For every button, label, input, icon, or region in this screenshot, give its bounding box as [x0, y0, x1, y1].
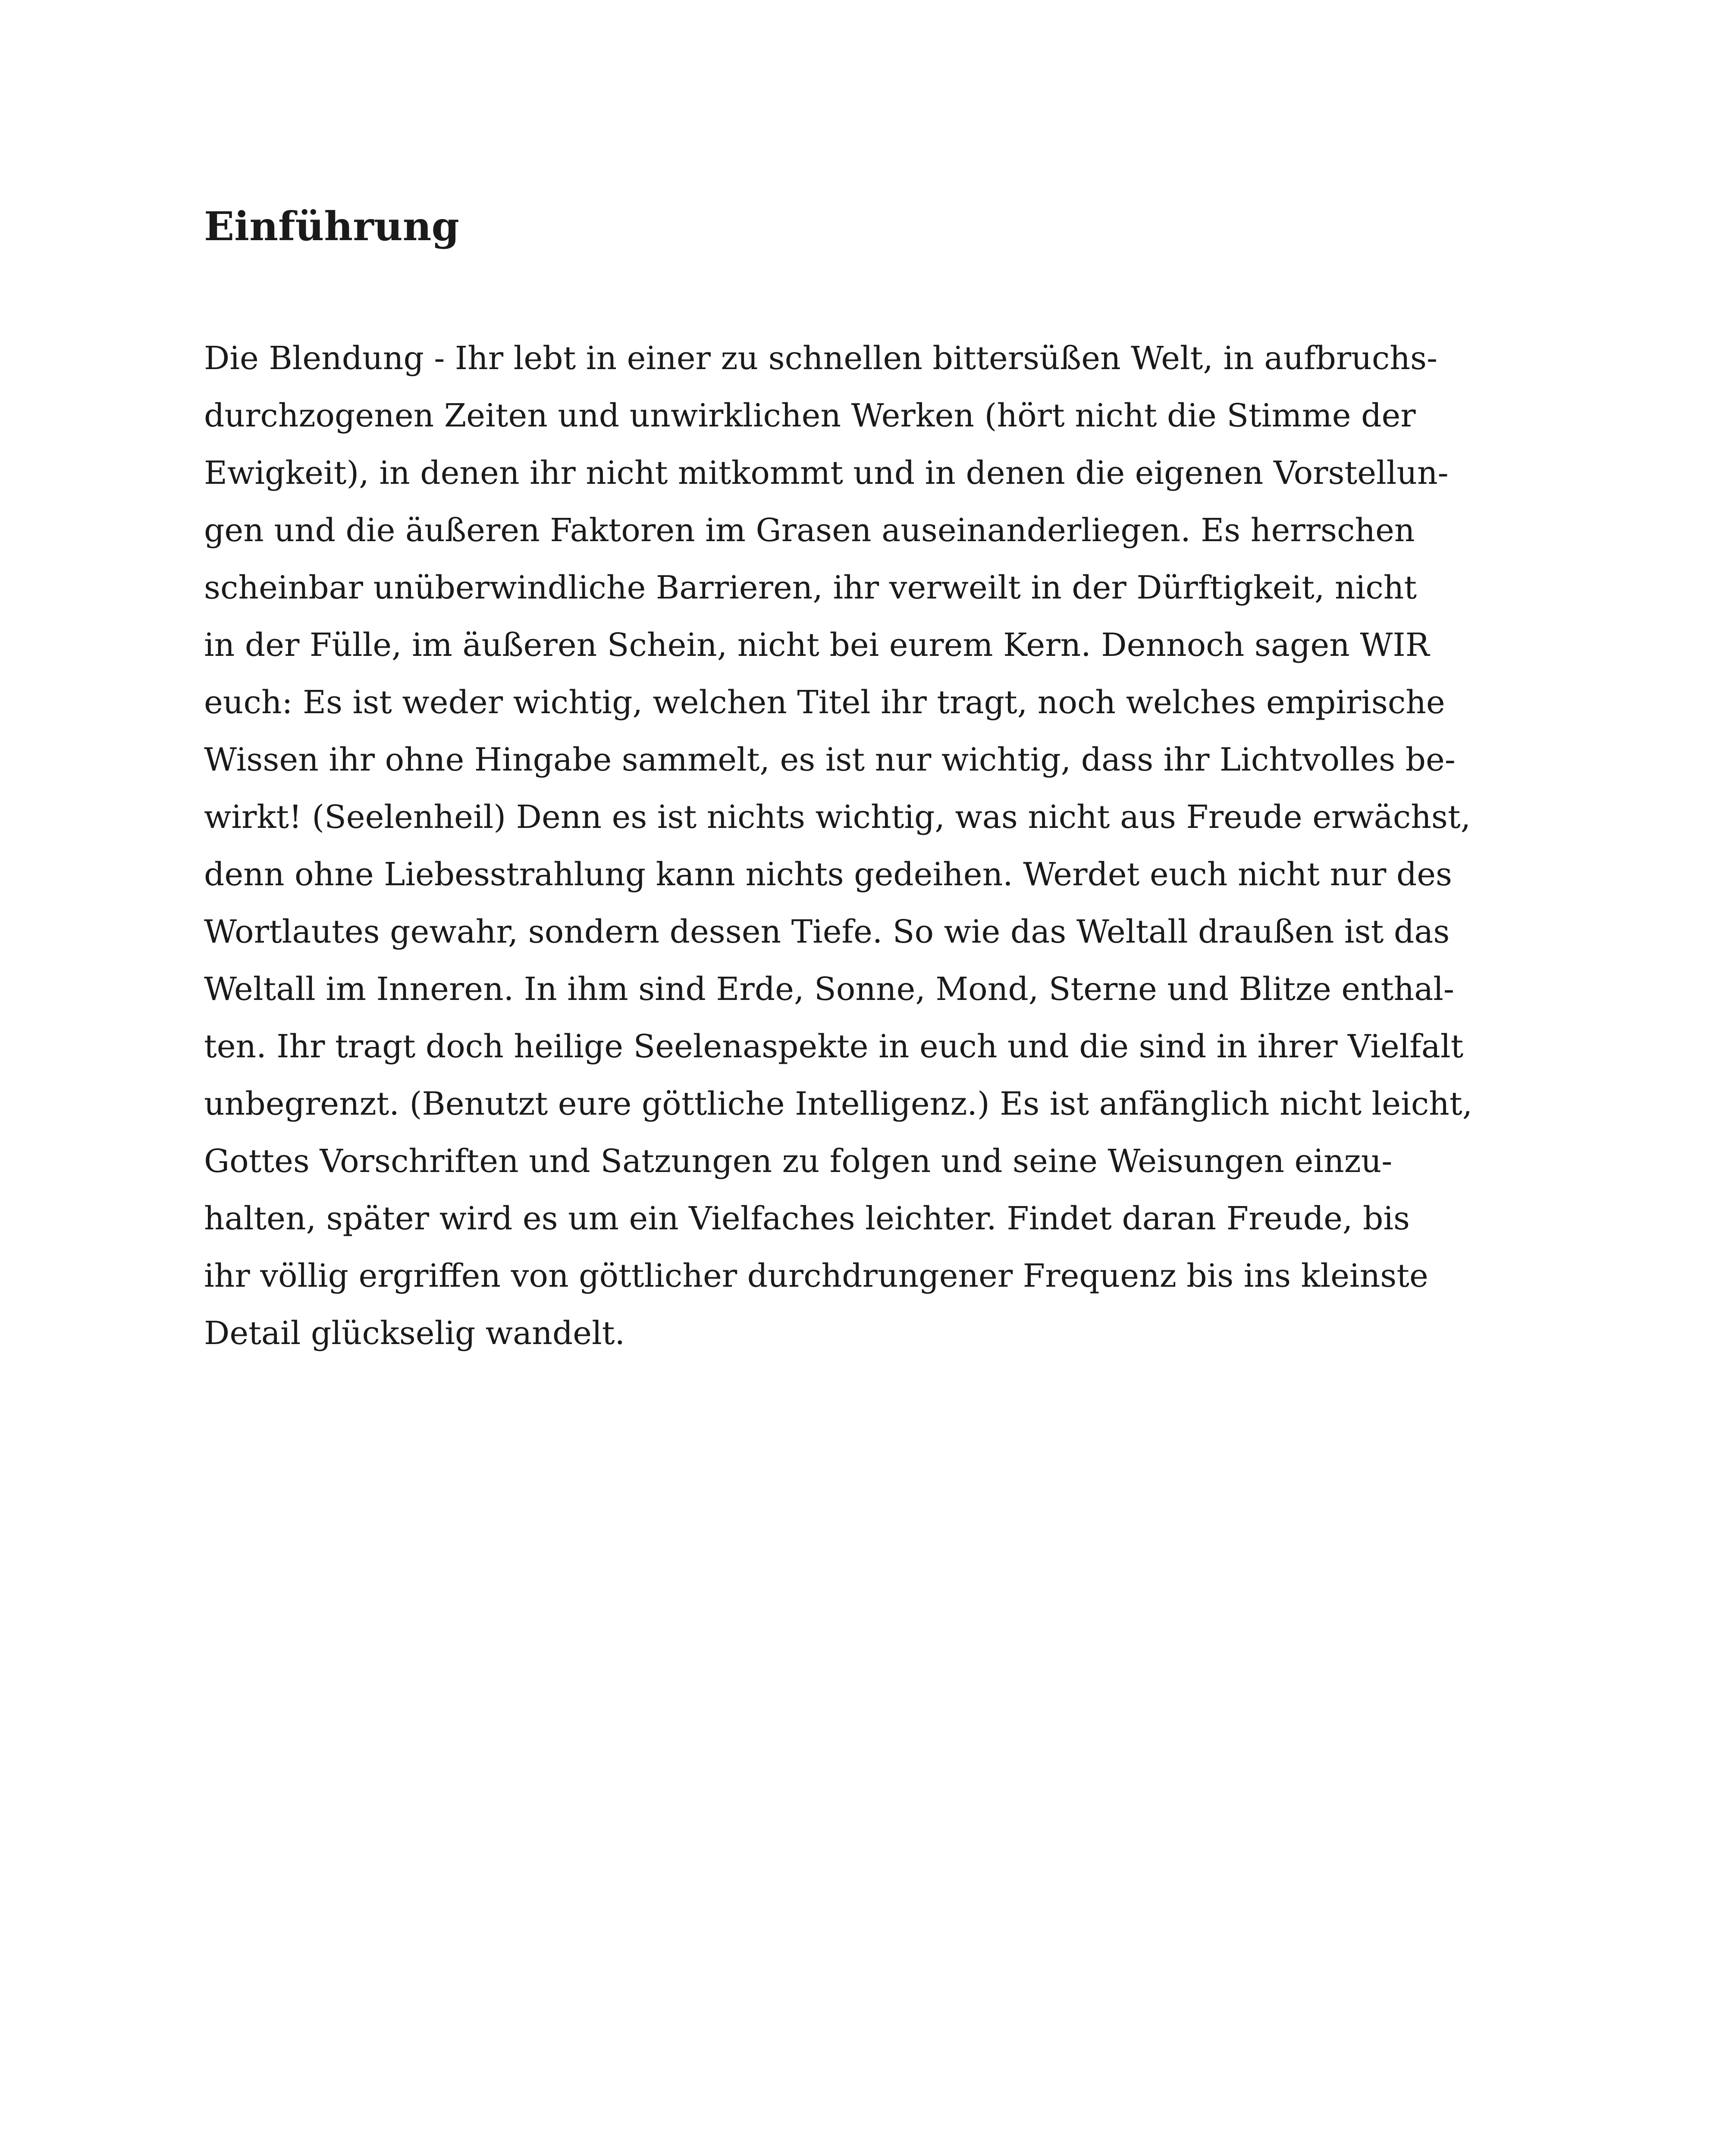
text-line: Ewigkeit), in denen ihr nicht mitkommt und in denen die eigenen Vorstellun-: [204, 454, 1449, 492]
text-line: Detail glückselig wandelt.: [204, 1315, 625, 1352]
text-line: wirkt! (Seelenheil) Denn es ist nichts wichtig, was nicht aus Freude erwächst,: [204, 799, 1471, 836]
text-line: denn ohne Liebesstrahlung kann nichts gedeihen. Werdet euch nicht nur des: [204, 856, 1453, 893]
text-line: euch: Es ist weder wichtig, welchen Titel ihr tragt, noch welches empirische: [204, 684, 1445, 721]
text-line: ihr völlig ergriffen von göttlicher durchdrungener Frequenz bis ins kleinste: [204, 1257, 1428, 1294]
text-line: Weltall im Inneren. In ihm sind Erde, Sonne, Mond, Sterne und Blitze enthal-: [204, 971, 1454, 1008]
text-line: durchzogenen Zeiten und unwirklichen Werken (hört nicht die Stimme der: [204, 397, 1416, 434]
text-line: gen und die äußeren Faktoren im Grasen auseinanderliegen. Es herrschen: [204, 512, 1415, 549]
text-line: Wortlautes gewahr, sondern dessen Tiefe. So wie das Weltall draußen ist das: [204, 913, 1450, 950]
text-line: Gottes Vorschriften und Satzungen zu folgen und seine Weisungen einzu-: [204, 1143, 1393, 1180]
text-line: unbegrenzt. (Benutzt eure göttliche Intelligenz.) Es ist anfänglich nicht leicht,: [204, 1085, 1473, 1122]
text-line: Die Blendung - Ihr lebt in einer zu schnellen bittersüßen Welt, in aufbruchs-: [204, 340, 1437, 377]
text-line: ten. Ihr tragt doch heilige Seelenaspekte in euch und die sind in ihrer Vielfalt: [204, 1028, 1464, 1065]
text-line: Wissen ihr ohne Hingabe sammelt, es ist nur wichtig, dass ihr Lichtvolles be-: [204, 741, 1456, 778]
text-line: halten, später wird es um ein Vielfaches leichter. Findet daran Freude, bis: [204, 1200, 1410, 1237]
text-line: scheinbar unüberwindliche Barrieren, ihr verweilt in der Dürftigkeit, nicht: [204, 569, 1417, 606]
body-paragraph: [204, 330, 1584, 1362]
section-heading: Einführung: [204, 203, 459, 250]
text-line: in der Fülle, im äußeren Schein, nicht bei eurem Kern. Dennoch sagen WIR: [204, 627, 1430, 664]
